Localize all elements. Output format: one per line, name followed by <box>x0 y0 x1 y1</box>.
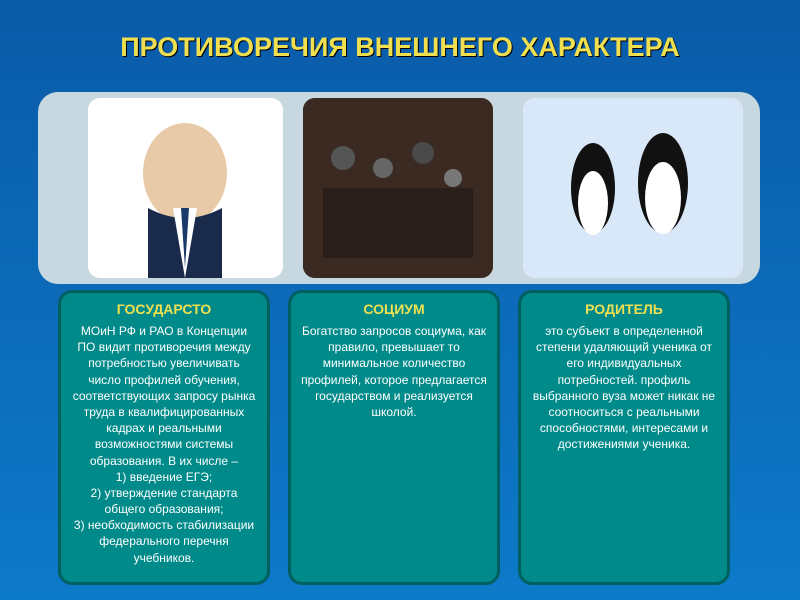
page-title: ПРОТИВОРЕЧИЯ ВНЕШНЕГО ХАРАКТЕРА <box>120 32 680 62</box>
society-title: СОЦИУМ <box>363 301 425 317</box>
society-card <box>288 290 500 585</box>
society-text: Богатство запросов социума, как правило, превышает то минимальное количество профилей, которое предлагается государством и реализуется школой. <box>301 324 487 419</box>
portrait-image <box>88 98 283 278</box>
state-title: ГОСУДАРСТО <box>116 301 212 317</box>
image-strip <box>38 92 760 284</box>
penguins-image <box>523 98 743 278</box>
parent-card <box>518 290 730 585</box>
state-card <box>58 290 270 585</box>
parent-title: РОДИТЕЛЬ <box>585 301 663 317</box>
crowd-image <box>303 98 493 278</box>
parent-text: это субъект в определенной степени удаляющий ученика от его индивидуальных потребностей. профиль выбранного вуза может никак не соотноситься с реальными способностями, интересами и достижениями ученика. <box>532 324 716 452</box>
state-text: МОиН РФ и РАО в Концепции ПО видит противоречия между потребностью увеличивать число профилей обучения, соответствующих запросу рынка труда в квалифицированных кадрах и реальными возможностями системы образования. В их числе – 1) введение ЕГЭ; 2) утверждение стандарта общего образования; 3) необходимость стабилизации федерального перечня учебников. <box>72 324 256 565</box>
